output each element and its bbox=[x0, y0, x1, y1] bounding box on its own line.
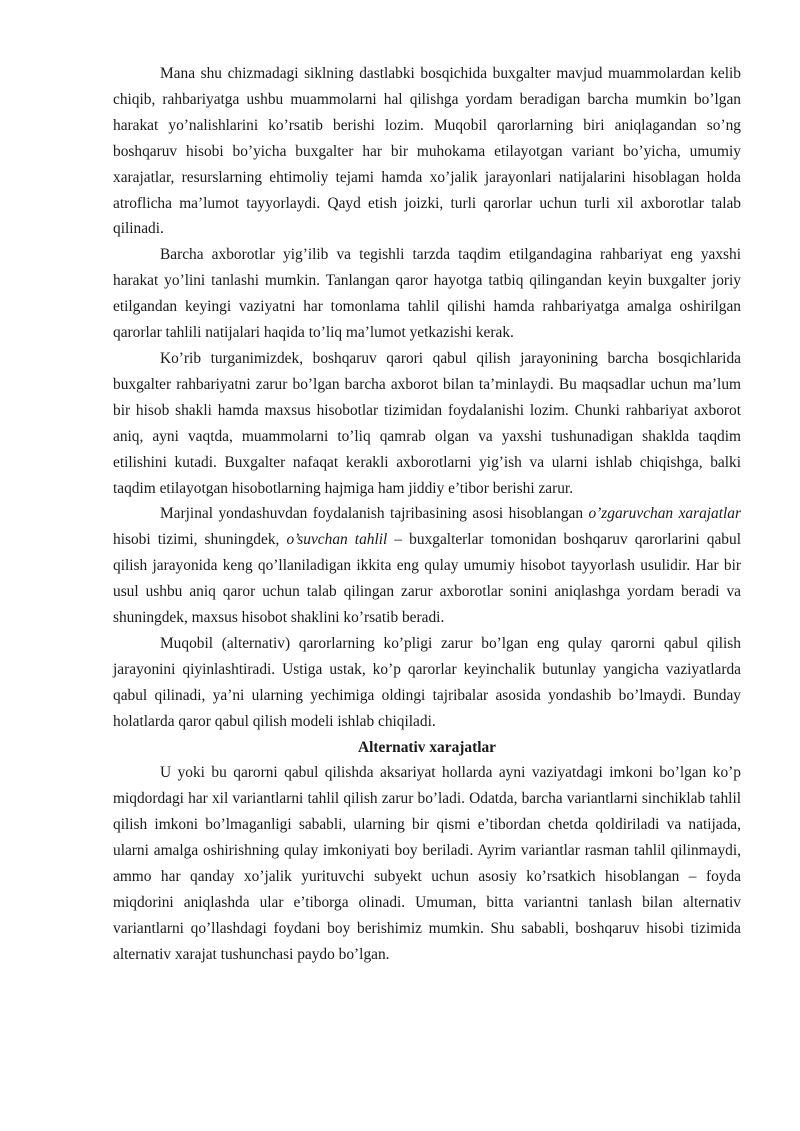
paragraph-1: Mana shu chizmadagi siklning dastlabki bosqichida buxgalter mavjud muammolardan kelib chiqib, rahbariyatga ushbu muammolarni hal qilishga yordam beradigan barcha mumkin bo’lgan harakat yo’nalishlarini ko’rsatib berishi lozim. Muqobil qarorlarning biri aniqlagandan so’ng boshqaruv hisobi bo’yicha buxgalter har bir muhokama etilayotgan variant bo’yicha, umumiy xarajatlar, resurslarning ehtimoliy tejami hamda xo’jalik jarayonlari natijalarini hisoblagan holda atroflicha ma’lumot tayyorlaydi. Qayd etish joizki, turli qarorlar uchun turli xil axborotlar talab qilinadi. bbox=[113, 65, 741, 238]
document-page bbox=[113, 61, 741, 968]
paragraph-4-part-a: Marjinal yondashuvdan foydalanish tajribasining asosi hisoblangan bbox=[160, 505, 589, 523]
term-variable-costs: o’zgaruvchan xarajatlar bbox=[588, 505, 741, 523]
paragraph-6: U yoki bu qarorni qabul qilishda aksariyat hollarda ayni vaziyatdagi imkoni bo’lgan ko’p miqdordagi har xil variantlarni tahlil qilish zarur bo’ladi. Odatda, barcha variantlarni sinchiklab tahlil qilish imkoni bo’lmaganligi sababli, ularning bir qismi e’tibordan chetda qoldiriladi va natijada, ularni amalga oshirishning qulay imkoniyati boy beriladi. Ayrim variantlar rasman tahlil qilinmaydi, ammo har qanday xo’jalik yurituvchi subyekt uchun asosiy ko’rsatkich hisoblangan – foyda miqdorini aniqlashda ular e’tiborga olinadi. Umuman, bitta variantni tanlash bilan alternativ variantlarni qo’llashdagi foydani boy berishimiz mumkin. Shu sababli, boshqaruv hisobi tizimida alternativ xarajat tushunchasi paydo bo’lgan. bbox=[113, 764, 741, 963]
paragraph-3: Ko’rib turganimizdek, boshqaruv qarori qabul qilish jarayonining barcha bosqichlarida buxgalter rahbariyatni zarur bo’lgan barcha axborot bilan ta’minlaydi. Bu maqsadlar uchun ma’lum bir hisob shakli hamda maxsus hisobotlar tizimidan foydalanishi lozim. Chunki rahbariyat axborot aniq, ayni vaqtda, muammolarni to’liq qamrab olgan va yaxshi tushunadigan shaklda taqdim etilishini kutadi. Buxgalter nafaqat kerakli axborotlarni yig’ish va ularni ishlab chiqishga, balki taqdim etilayotgan hisobotlarning hajmiga ham jiddiy e’tibor berishi zarur. bbox=[113, 349, 741, 497]
paragraph-4-part-b: hisobi tizimi, shuningdek, bbox=[113, 531, 287, 549]
paragraph-2: Barcha axborotlar yig’ilib va tegishli tarzda taqdim etilgandagina rahbariyat eng yaxshi harakat yo’lini tanlashi mumkin. Tanlangan qaror hayotga tatbiq qilingandan keyin buxgalter joriy etilgandan keyingi vaziyatni har tomonlama tahlil qilishi hamda rahbariyatga amalga oshirilgan qarorlar tahlili natijalari haqida to’liq ma’lumot yetkazishi kerak. bbox=[113, 246, 741, 342]
paragraph-4-part-c: – buxgalterlar tomonidan boshqaruv qarorlarini qabul qilish jarayonida keng qo’llaniladigan ikkita eng qulay umumiy hisobot tayyorlash usulidir. Har bir usul ushbu aniq qaror uchun talab qilingan zarur axborotlar sonini aniqlashga yordam beradi va shuningdek, maxsus hisobot shaklini ko’rsatib beradi. bbox=[113, 531, 741, 627]
paragraph-5: Muqobil (alternativ) qarorlarning ko’pligi zarur bo’lgan eng qulay qarorni qabul qilish jarayonini qiyinlashtiradi. Ustiga ustak, ko’p qarorlar keyinchalik butunlay yangicha vaziyatlarda qabul qilinadi, ya’ni ularning yechimiga oldingi tajribalar asosida yondashib bo’lmaydi. Bunday holatlarda qaror qabul qilish modeli ishlab chiqiladi. bbox=[113, 634, 741, 730]
term-incremental-analysis: o’suvchan tahlil bbox=[286, 531, 388, 549]
paragraph-4 bbox=[113, 501, 741, 631]
section-heading: Alternativ xarajatlar bbox=[357, 738, 497, 756]
